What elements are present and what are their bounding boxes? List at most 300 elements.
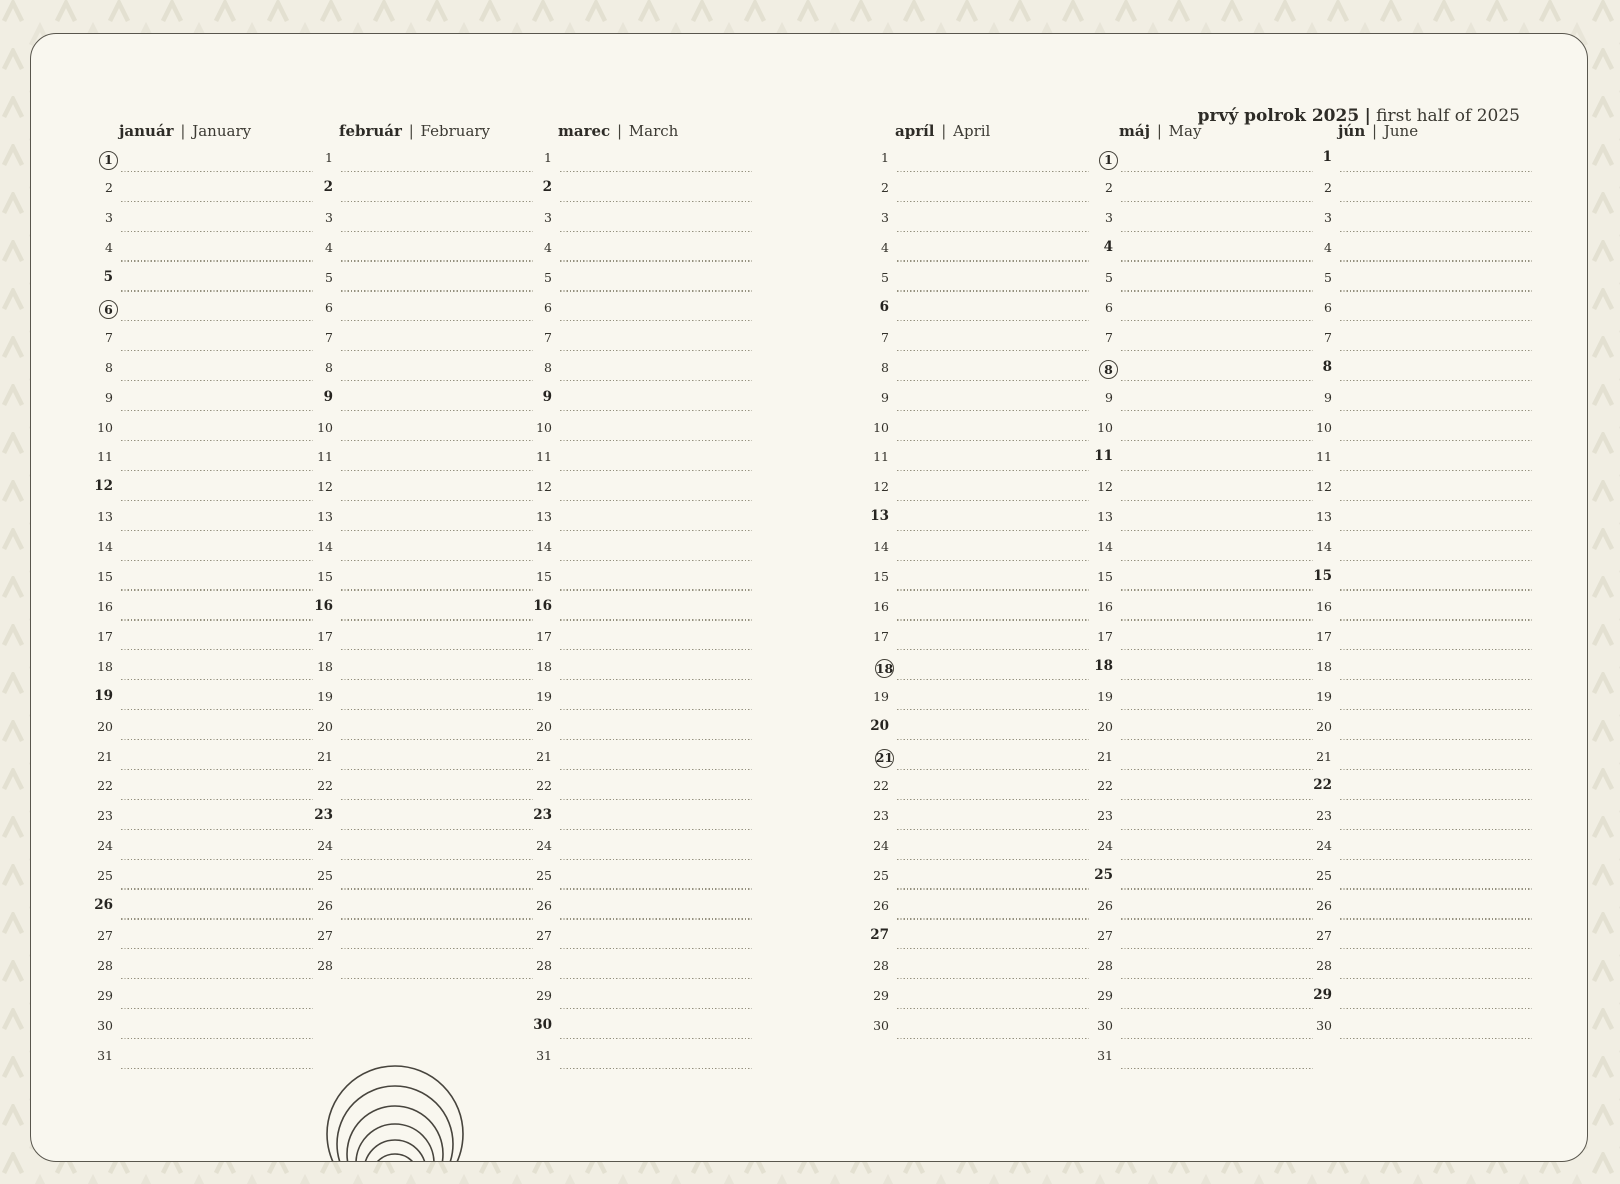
day-number xyxy=(1081,541,1113,554)
day-number-text: 20 xyxy=(97,718,113,734)
month-name-english: February xyxy=(420,122,491,140)
day-number-text: 25 xyxy=(317,868,333,884)
day-number-text: 30 xyxy=(873,1017,889,1033)
day-row xyxy=(1081,561,1313,591)
day-number-text: 2 xyxy=(105,180,113,196)
day-number xyxy=(81,511,113,524)
day-number xyxy=(301,242,333,255)
day-number-text: 11 xyxy=(97,449,113,465)
day-row xyxy=(1300,860,1532,890)
day-row xyxy=(301,351,533,381)
day-row xyxy=(1081,142,1313,172)
day-number xyxy=(1300,212,1332,225)
day-row xyxy=(1081,232,1313,262)
day-number-text: 14 xyxy=(873,539,889,555)
day-number xyxy=(1081,718,1113,734)
day-number-text: 24 xyxy=(1316,838,1332,854)
day-number xyxy=(1081,810,1113,823)
day-number-text: 13 xyxy=(1097,509,1113,525)
day-number-sunday xyxy=(1300,570,1332,584)
day-number-holiday-circled-text: 6 xyxy=(99,300,118,319)
day-row xyxy=(857,979,1089,1009)
day-row xyxy=(81,979,313,1009)
day-number-sunday-text: 12 xyxy=(94,478,113,495)
page-title-separator: | xyxy=(1364,106,1371,126)
day-row xyxy=(301,860,533,890)
day-number-text: 31 xyxy=(1097,1047,1113,1063)
month-name-separator: | xyxy=(180,122,186,140)
day-number-text: 14 xyxy=(317,539,333,555)
day-number-sunday-text: 2 xyxy=(323,179,333,196)
day-number xyxy=(81,1017,113,1033)
day-number xyxy=(520,927,552,943)
day-row xyxy=(1081,1039,1313,1069)
day-number-holiday-circled xyxy=(857,749,894,766)
day-number-text: 3 xyxy=(105,210,113,226)
day-row xyxy=(81,800,313,830)
day-number xyxy=(520,900,552,913)
day-row xyxy=(857,650,1089,680)
day-row xyxy=(301,740,533,770)
day-number xyxy=(301,571,333,584)
day-number-text: 21 xyxy=(97,748,113,764)
day-number xyxy=(81,780,113,793)
day-row xyxy=(1300,142,1532,172)
day-number-text: 10 xyxy=(317,419,333,435)
day-number-text: 29 xyxy=(1097,987,1113,1003)
day-row xyxy=(1081,471,1313,501)
day-number-text: 5 xyxy=(1324,270,1332,286)
day-number-holiday-circled xyxy=(857,659,894,676)
day-number-text: 30 xyxy=(97,1017,113,1033)
day-row xyxy=(81,142,313,172)
day-number-text: 2 xyxy=(1105,180,1113,196)
day-row xyxy=(520,800,752,830)
day-row xyxy=(301,561,533,591)
day-row xyxy=(1300,351,1532,381)
day-number-text: 19 xyxy=(873,688,889,704)
day-row xyxy=(857,860,1089,890)
day-row xyxy=(520,591,752,621)
month-name-separator: | xyxy=(941,122,947,140)
day-number-text: 11 xyxy=(317,449,333,465)
month-name-slovak: jún xyxy=(1338,122,1366,140)
day-number xyxy=(1300,272,1332,285)
day-number-text: 21 xyxy=(1316,748,1332,764)
day-number xyxy=(1300,182,1332,195)
day-number xyxy=(857,628,889,644)
day-row xyxy=(857,800,1089,830)
day-number-text: 28 xyxy=(1316,957,1332,973)
day-number xyxy=(520,780,552,793)
day-row xyxy=(1081,591,1313,621)
day-row xyxy=(1081,680,1313,710)
day-number-text: 22 xyxy=(536,778,552,794)
day-row xyxy=(1300,710,1532,740)
day-number xyxy=(1081,628,1113,644)
day-number-text: 26 xyxy=(873,898,889,914)
day-number-text: 26 xyxy=(536,898,552,914)
day-row xyxy=(1300,591,1532,621)
day-number-text: 20 xyxy=(1316,718,1332,734)
day-row xyxy=(301,411,533,441)
day-number xyxy=(1300,601,1332,614)
day-number-holiday-circled-text: 1 xyxy=(1099,151,1118,170)
day-row xyxy=(81,949,313,979)
day-number-holiday-circled-text: 8 xyxy=(1099,360,1118,379)
day-number xyxy=(857,780,889,793)
day-number xyxy=(1300,957,1332,973)
day-row xyxy=(1081,351,1313,381)
day-number-text: 3 xyxy=(544,210,552,226)
day-row xyxy=(857,740,1089,770)
day-row xyxy=(857,501,1089,531)
day-number-text: 23 xyxy=(873,808,889,824)
day-number-sunday xyxy=(301,181,333,195)
day-number-holiday-circled xyxy=(81,151,113,168)
day-number xyxy=(520,242,552,255)
day-row xyxy=(857,561,1089,591)
day-number xyxy=(857,870,889,883)
day-row xyxy=(1300,471,1532,501)
day-row xyxy=(301,680,533,710)
month-name-separator: | xyxy=(1372,122,1378,140)
day-number xyxy=(1300,481,1332,494)
day-number xyxy=(1081,329,1113,345)
day-row xyxy=(520,531,752,561)
day-number-text: 14 xyxy=(1097,539,1113,555)
month-column-may xyxy=(1081,122,1313,1069)
day-number xyxy=(301,419,333,435)
day-number-text: 11 xyxy=(1316,449,1332,465)
day-number-text: 7 xyxy=(105,329,113,345)
day-number xyxy=(1081,212,1113,225)
day-number xyxy=(301,272,333,285)
day-number xyxy=(81,212,113,225)
day-rows xyxy=(1081,142,1313,1069)
day-number-text: 8 xyxy=(881,359,889,375)
day-number xyxy=(857,810,889,823)
day-number-text: 4 xyxy=(881,240,889,256)
day-row xyxy=(81,650,313,680)
day-row xyxy=(301,890,533,920)
day-row xyxy=(857,920,1089,950)
day-number xyxy=(81,601,113,614)
day-number xyxy=(1300,900,1332,913)
day-number xyxy=(520,658,552,674)
day-row xyxy=(81,1039,313,1069)
day-number xyxy=(857,212,889,225)
day-number-sunday-text: 8 xyxy=(1322,358,1332,375)
month-header xyxy=(857,122,1089,142)
day-row xyxy=(857,621,1089,651)
day-row xyxy=(81,202,313,232)
day-number xyxy=(1300,658,1332,674)
day-number xyxy=(857,329,889,345)
day-row xyxy=(520,471,752,501)
day-row xyxy=(81,591,313,621)
day-number xyxy=(1300,242,1332,255)
day-row xyxy=(1300,979,1532,1009)
day-row xyxy=(520,1009,752,1039)
day-number xyxy=(301,152,333,165)
day-number-text: 9 xyxy=(1105,389,1113,405)
day-number-text: 6 xyxy=(325,299,333,315)
day-row xyxy=(857,710,1089,740)
day-row xyxy=(1300,441,1532,471)
day-row xyxy=(520,262,752,292)
day-number-sunday xyxy=(1300,358,1332,375)
day-number-text: 3 xyxy=(1105,210,1113,226)
day-row xyxy=(857,321,1089,351)
day-number-sunday-text: 6 xyxy=(879,298,889,315)
day-row xyxy=(520,890,752,920)
day-row xyxy=(1081,202,1313,232)
day-number-text: 29 xyxy=(873,987,889,1003)
day-number-holiday-circled-text: 1 xyxy=(99,151,118,170)
day-number-sunday xyxy=(520,181,552,195)
day-row xyxy=(1300,650,1532,680)
day-number xyxy=(1300,688,1332,704)
day-row xyxy=(1081,411,1313,441)
day-row xyxy=(520,650,752,680)
day-row xyxy=(1300,680,1532,710)
day-row xyxy=(1300,1009,1532,1039)
day-number-sunday xyxy=(81,480,113,494)
day-number-sunday xyxy=(857,510,889,524)
day-number xyxy=(1081,511,1113,524)
day-number-text: 25 xyxy=(1316,868,1332,884)
month-column-june xyxy=(1300,122,1532,1039)
day-row xyxy=(1081,650,1313,680)
day-row xyxy=(81,471,313,501)
day-number-sunday-text: 16 xyxy=(533,598,552,614)
day-row xyxy=(301,321,533,351)
day-rows xyxy=(81,142,313,1069)
day-number xyxy=(81,810,113,823)
day-number-text: 29 xyxy=(97,987,113,1003)
day-number xyxy=(857,1017,889,1033)
day-number-sunday-text: 9 xyxy=(542,388,552,405)
day-row xyxy=(81,531,313,561)
day-number-text: 6 xyxy=(1324,299,1332,315)
day-number xyxy=(857,419,889,435)
day-number xyxy=(301,511,333,524)
month-name-slovak: máj xyxy=(1119,122,1151,140)
day-number-text: 20 xyxy=(536,718,552,734)
month-header xyxy=(520,122,752,142)
day-row xyxy=(1081,1009,1313,1039)
month-name-separator: | xyxy=(616,122,623,140)
day-number-text: 15 xyxy=(536,569,552,585)
day-row xyxy=(1300,949,1532,979)
day-number xyxy=(1300,389,1332,405)
day-number-text: 5 xyxy=(325,270,333,286)
day-number-text: 31 xyxy=(97,1047,113,1063)
day-row xyxy=(520,860,752,890)
day-row xyxy=(81,1009,313,1039)
day-number xyxy=(81,748,113,764)
day-number-text: 24 xyxy=(1097,838,1113,854)
day-row xyxy=(301,262,533,292)
day-number-sunday-text: 15 xyxy=(1313,568,1332,585)
day-number xyxy=(1300,870,1332,883)
day-number xyxy=(1300,511,1332,524)
day-row xyxy=(857,381,1089,411)
day-row xyxy=(301,710,533,740)
day-number-text: 15 xyxy=(873,569,889,585)
day-number-text: 20 xyxy=(1097,718,1113,734)
day-row xyxy=(301,441,533,471)
day-number xyxy=(1081,957,1113,973)
day-number-text: 30 xyxy=(1316,1017,1332,1033)
day-number xyxy=(81,987,113,1003)
day-number-text: 23 xyxy=(1097,808,1113,824)
day-number-sunday-text: 25 xyxy=(1094,867,1113,884)
day-row xyxy=(81,680,313,710)
day-row xyxy=(857,1009,1089,1039)
day-row xyxy=(520,501,752,531)
day-row xyxy=(520,381,752,411)
day-number-text: 10 xyxy=(1097,419,1113,435)
day-number-text: 7 xyxy=(1105,329,1113,345)
day-number-text: 15 xyxy=(1097,569,1113,585)
day-row xyxy=(520,561,752,591)
day-row xyxy=(301,920,533,950)
day-number-text: 21 xyxy=(536,748,552,764)
month-column-april xyxy=(857,122,1089,1039)
day-row xyxy=(1300,920,1532,950)
day-number-text: 2 xyxy=(881,180,889,196)
day-row xyxy=(857,411,1089,441)
day-number xyxy=(520,299,552,315)
day-number-text: 15 xyxy=(97,569,113,585)
day-number xyxy=(520,870,552,883)
day-number xyxy=(1081,481,1113,494)
day-row xyxy=(81,411,313,441)
day-row xyxy=(1081,920,1313,950)
day-number xyxy=(1300,810,1332,823)
day-row xyxy=(81,232,313,262)
day-number-text: 16 xyxy=(97,599,113,614)
day-number xyxy=(81,658,113,674)
day-number xyxy=(81,419,113,435)
day-number-text: 19 xyxy=(317,688,333,704)
day-number xyxy=(520,272,552,285)
day-number xyxy=(1081,840,1113,853)
day-number xyxy=(1081,571,1113,584)
day-number-text: 27 xyxy=(1316,927,1332,943)
day-number-text: 28 xyxy=(536,957,552,973)
day-row xyxy=(81,710,313,740)
day-number-text: 25 xyxy=(97,868,113,884)
day-row xyxy=(301,770,533,800)
writing-line xyxy=(897,1038,1089,1039)
day-number xyxy=(301,451,333,464)
day-number xyxy=(1081,419,1113,435)
day-number-text: 22 xyxy=(317,778,333,794)
day-number-sunday-text: 11 xyxy=(1094,448,1113,465)
day-number-text: 12 xyxy=(1097,479,1113,495)
day-number xyxy=(857,840,889,853)
month-column-march xyxy=(520,122,752,1069)
day-number xyxy=(81,389,113,405)
day-row xyxy=(1300,740,1532,770)
day-number xyxy=(301,299,333,315)
day-number-text: 4 xyxy=(544,240,552,256)
month-header xyxy=(81,122,313,142)
day-number xyxy=(301,481,333,494)
day-row xyxy=(1300,202,1532,232)
day-number-sunday-text: 5 xyxy=(103,269,113,286)
day-number xyxy=(857,182,889,195)
day-number-text: 5 xyxy=(544,270,552,286)
day-number xyxy=(81,870,113,883)
day-number-text: 14 xyxy=(97,539,113,555)
month-name-slovak: marec xyxy=(558,122,611,140)
day-row xyxy=(81,740,313,770)
day-number xyxy=(301,748,333,764)
day-row xyxy=(1081,949,1313,979)
day-row xyxy=(520,621,752,651)
day-number-sunday-text: 20 xyxy=(870,717,889,734)
day-number xyxy=(520,571,552,584)
day-number-text: 7 xyxy=(881,329,889,345)
day-row xyxy=(1300,800,1532,830)
day-number xyxy=(81,242,113,255)
day-row xyxy=(1300,770,1532,800)
day-number-sunday xyxy=(520,1016,552,1033)
day-number xyxy=(857,571,889,584)
day-rows xyxy=(520,142,752,1069)
day-number-text: 3 xyxy=(881,210,889,226)
day-number xyxy=(857,272,889,285)
day-number-text: 13 xyxy=(536,509,552,525)
day-row xyxy=(520,770,752,800)
day-number-text: 2 xyxy=(1324,180,1332,196)
day-row xyxy=(301,381,533,411)
day-number-text: 8 xyxy=(105,359,113,375)
day-number-text: 5 xyxy=(1105,270,1113,286)
day-number xyxy=(1300,628,1332,644)
day-number-text: 26 xyxy=(317,898,333,914)
day-number-sunday-text: 23 xyxy=(314,807,333,824)
day-row xyxy=(301,591,533,621)
day-rows xyxy=(1300,142,1532,1039)
day-row xyxy=(1081,770,1313,800)
day-number-sunday xyxy=(81,687,113,704)
month-header xyxy=(1300,122,1532,142)
day-number-text: 13 xyxy=(97,509,113,525)
day-number-sunday-text: 9 xyxy=(323,388,333,405)
day-number-text: 17 xyxy=(317,628,333,644)
day-number-text: 23 xyxy=(1316,808,1332,824)
day-row xyxy=(81,292,313,322)
day-number xyxy=(520,748,552,764)
day-number xyxy=(1081,389,1113,405)
day-number-text: 8 xyxy=(544,359,552,375)
day-number xyxy=(81,541,113,554)
day-number xyxy=(520,481,552,494)
day-number xyxy=(1300,299,1332,315)
day-row xyxy=(301,202,533,232)
month-header xyxy=(1081,122,1313,142)
month-name-slovak: február xyxy=(339,122,402,140)
day-number-text: 10 xyxy=(97,419,113,435)
day-number xyxy=(1081,927,1113,943)
day-number xyxy=(1300,541,1332,554)
day-number xyxy=(301,957,333,973)
